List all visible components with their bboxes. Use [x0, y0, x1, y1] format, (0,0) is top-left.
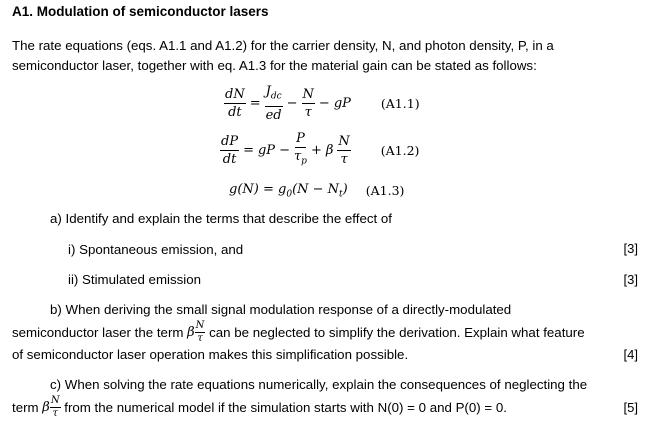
dp-dt-fraction: $\frac{dP}{dt}$ [221, 133, 239, 167]
question-c-line-2: term β $\frac{N}{\tau}$ from the numerical model if the simulation starts with N(0) = 0 and P(0) = 0. [12, 395, 507, 419]
question-a-i: i) Spontaneous emission, and [68, 242, 244, 257]
mark-c: [5] [623, 400, 638, 415]
dn-dt-fraction: $\frac{dN}{dt}$ [225, 86, 245, 120]
equation-a1-2: $\frac{dP}{dt}$ = gP − $\frac{P}{\tau_p}$ + β $\frac{N}{\tau}$ (A1.2) [220, 131, 419, 170]
question-a-ii: ii) Stimulated emission [68, 272, 202, 287]
question-b-line-2: semiconductor laser the term β $\frac{N}{\tau}$ can be neglected to simplify the derivation. Explain what feature [12, 320, 585, 344]
question-b-line-3: of semiconductor laser operation makes this simplification possible. [12, 347, 409, 362]
question-c-line-1: c) When solving the rate equations numerically, explain the consequences of neglecting the [50, 377, 588, 392]
equation-label-a1-1: (A1.1) [380, 95, 420, 111]
equation-label-a1-3: (A1.3) [365, 183, 405, 199]
mark-a-i: [3] [623, 241, 638, 256]
n-tau-inline-c: $\frac{N}{\tau}$ [50, 395, 60, 419]
p-taup-fraction: $\frac{P}{\tau_p}$ [293, 131, 307, 167]
mark-b: [4] [623, 347, 638, 362]
mark-a-ii: [3] [623, 272, 638, 287]
intro-line-1: The rate equations (eqs. A1.1 and A1.2) for the carrier density, N, and photon density, P, in a [12, 38, 554, 53]
jdc-ed-fraction: $\frac{J_{dc}}{ed}$ [265, 84, 282, 123]
question-a: a) Identify and explain the terms that describe the effect of [50, 211, 392, 226]
equation-a1-1: $\frac{dN}{dt}$ = $\frac{J_{dc}}{ed}$ − $\frac{N}{\tau}$ − gP (A1.1) [225, 84, 420, 123]
section-title: A1. Modulation of semiconductor lasers [12, 4, 269, 19]
gain-equation: $g(N) = g_0(N - N_t)$ [229, 182, 348, 200]
equation-label-a1-2: (A1.2) [380, 142, 420, 158]
equation-a1-3 [229, 182, 404, 200]
question-b-line-1: b) When deriving the small signal modulation response of a directly-modulated [50, 302, 512, 317]
intro-line-2: semiconductor laser, together with eq. A1.3 for the material gain can be stated as follows: [12, 58, 537, 73]
n-tau-inline-b: $\frac{N}{\tau}$ [195, 320, 205, 344]
n-tau-fraction: $\frac{N}{\tau}$ [302, 86, 314, 120]
n-tau-fraction-2: $\frac{N}{\tau}$ [338, 133, 350, 167]
